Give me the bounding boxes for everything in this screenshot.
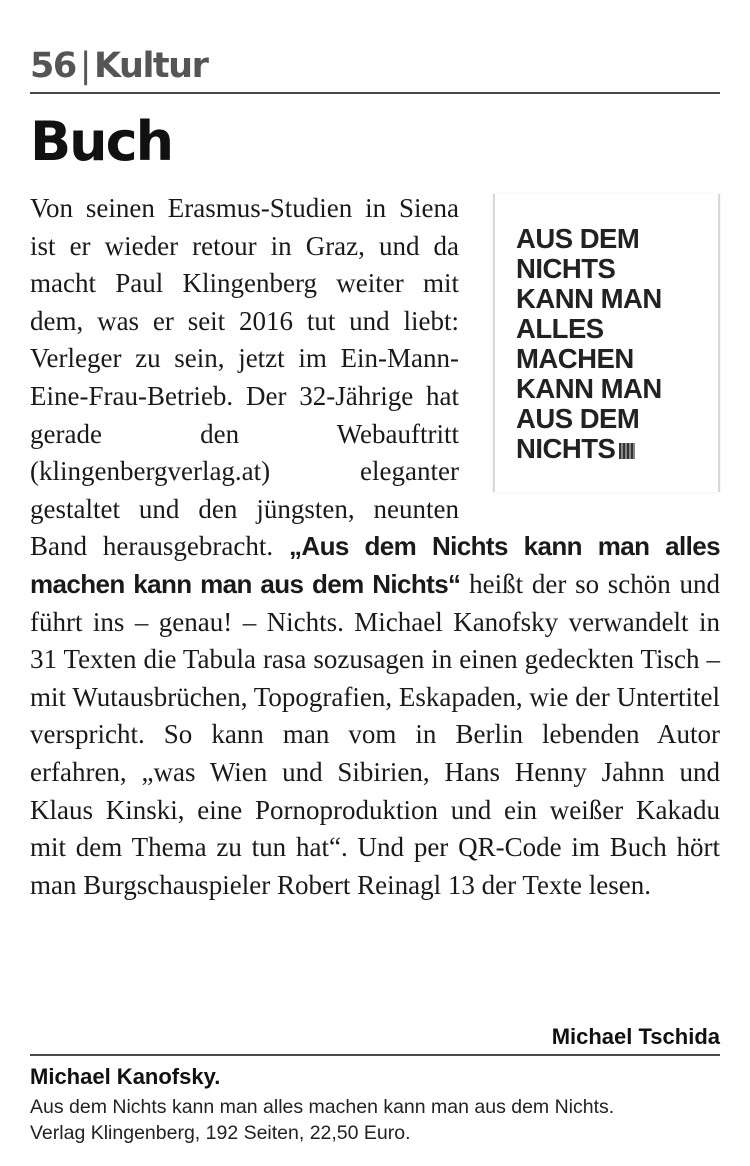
cover-line: ALLES xyxy=(516,313,604,344)
cover-last-line xyxy=(516,434,708,464)
article-body xyxy=(30,190,720,904)
section-header xyxy=(30,44,720,94)
cover-line: KANN MAN xyxy=(516,283,662,314)
book-cover xyxy=(493,194,720,492)
cover-line: AUS DEM xyxy=(516,223,640,254)
book-info xyxy=(30,1094,730,1146)
cover-line: MACHEN xyxy=(516,343,634,374)
cover-line: AUS DEM xyxy=(516,403,640,434)
cover-line: KANN MAN xyxy=(516,373,662,404)
cover-line: NICHTS xyxy=(516,253,616,284)
book-title-inline: „Aus dem Nichts kann man alles machen kann man aus dem Nichts“ xyxy=(30,531,720,599)
article-text-main: heißt der so schön und führt ins – genau! – Nichts. Michael Kanofsky verwandelt in 31 Texten die Tabula rasa sozusagen in einen gedeckten Tisch – mit Wutausbrüchen, Topografien, Eskapaden, wie der Untertitel verspricht. So kann man vom in Berlin lebenden Autor erfahren, „was Wien und Sibirien, Hans Henny Jahnn und Klaus Kinski, eine Pornoproduktion und ein weißer Kakadu mit dem Thema zu tun hat“. Und per QR-Code im Buch hört man Burgschauspieler Robert Reinagl 13 der Texte lesen. xyxy=(30,568,720,900)
cover-line: NICHTS xyxy=(516,433,616,464)
book-info-title: Aus dem Nichts kann man alles machen kann man aus dem Nichts. xyxy=(30,1096,615,1118)
header-separator: | xyxy=(79,46,91,86)
divider xyxy=(30,1054,720,1056)
book-info-author: Michael Kanofsky. xyxy=(30,1064,221,1089)
page-number: 56 xyxy=(30,46,76,86)
qr-code-icon xyxy=(619,443,635,459)
article-title: Buch xyxy=(30,110,173,173)
section-name: Kultur xyxy=(94,46,208,86)
article-text-intro: Von seinen Erasmus-Studien in Siena ist er wieder retour in Graz, und da macht Paul Klingenberg weiter mit dem, was er seit 2016 tut und liebt: Verleger zu sein, jetzt im Ein-Mann-Eine-Frau-Betrieb. Der 32-Jährige hat gerade den Webauftritt (klingenbergverlag.at) eleganter gestaltet und den jüngsten, neunten Band herausgebracht. xyxy=(30,193,459,562)
book-info-publisher: Verlag Klingenberg, 192 Seiten, 22,50 Euro. xyxy=(30,1122,411,1144)
author-credit: Michael Tschida xyxy=(551,1024,720,1049)
